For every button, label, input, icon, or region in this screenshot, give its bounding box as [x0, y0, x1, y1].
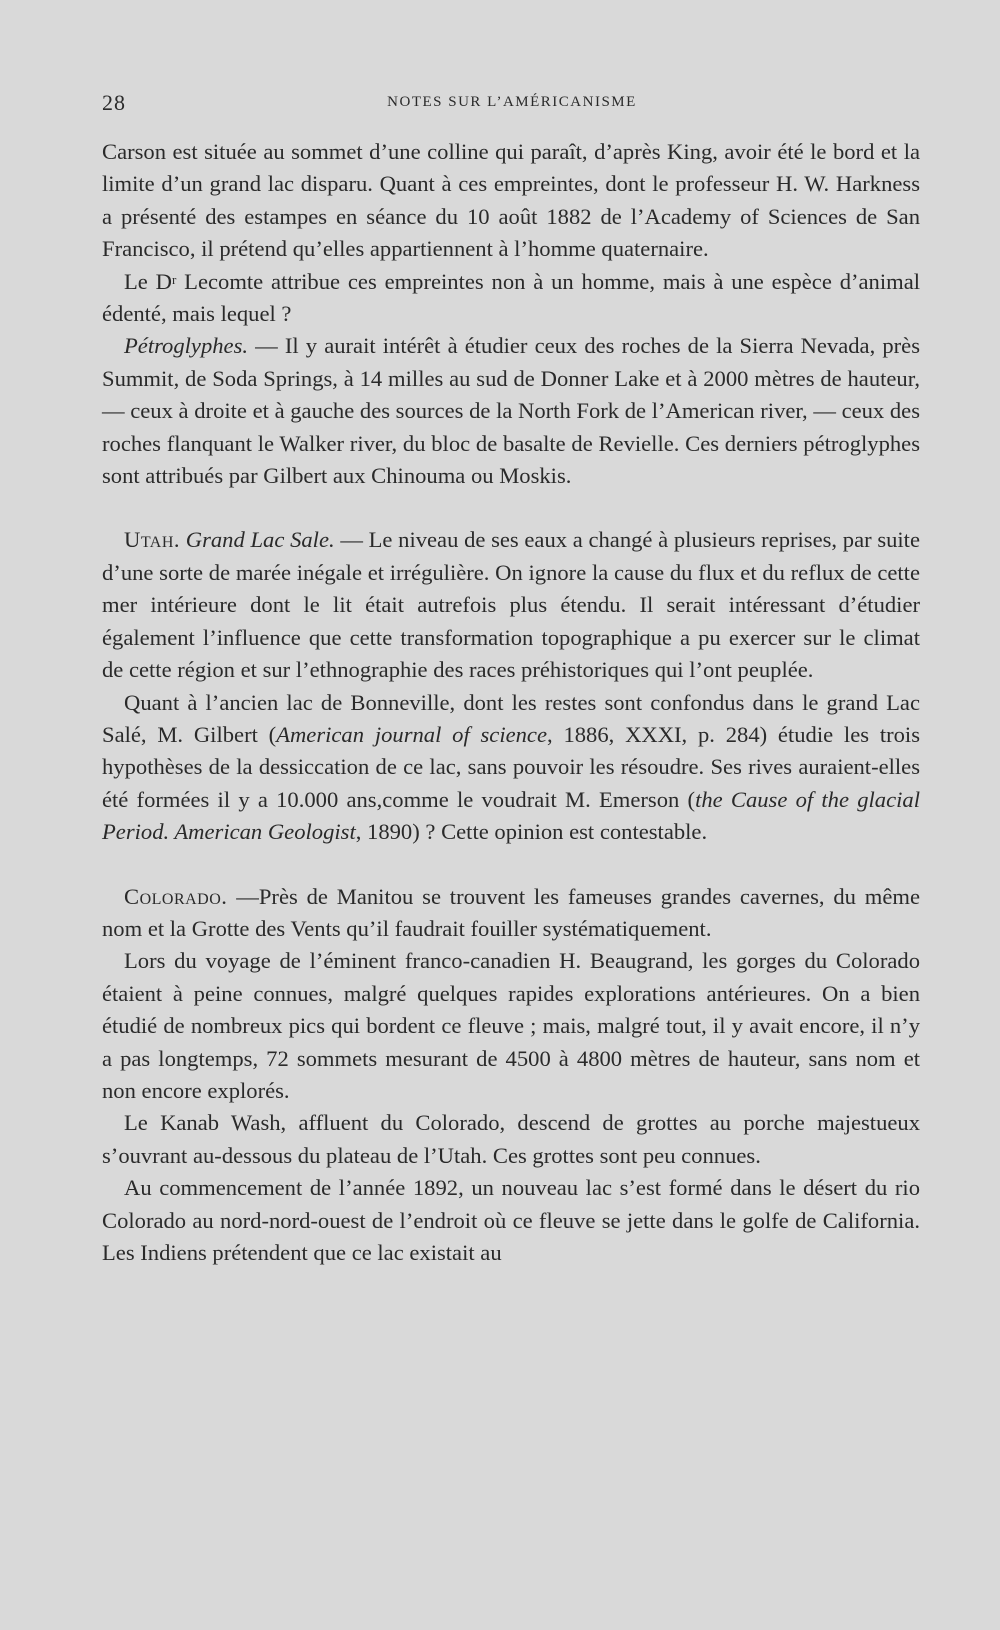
petroglyphes-heading: Pétroglyphes.: [124, 333, 249, 359]
colorado-text: —Près de Manitou se trouvent les fameuses grandes cavernes, du même nom et la Grotte des Vents qu’il faudrait fouiller systématiquement.: [102, 883, 920, 941]
utah-text: — Le niveau de ses eaux a changé à plusieurs reprises, par suite d’une sorte de marée inégale et irrégulière. On ignore la cause du flux et du reflux de cette mer intérieure dont le lit était autrefois plus étendu. Il serait intéressant d’étudier également l’influence que cette transformation topographique a pu exercer sur le climat de cette région et sur l’ethnographie des races préhistoriques qui l’ont peuplée.: [102, 527, 920, 683]
section-gap: [102, 492, 920, 524]
grand-lac-sale-heading: Grand Lac Sale.: [185, 527, 335, 553]
paragraph-colorado: [102, 881, 920, 946]
paragraph-carson: Carson est située au sommet d’une colline qui paraît, d’après King, avoir été le bord et la limite d’un grand lac disparu. Quant à ces empreintes, dont le professeur H. W. Harkness a présenté des estampes en séance du 10 août 1882 de l’Academy of Sciences de San Francisco, il prétend qu’elles appartiennent à l’homme quaternaire.: [102, 139, 920, 262]
section-gap: [102, 849, 920, 881]
lecomte-text: Lecomte attribue ces empreintes non à un homme, mais à une espèce d’animal édenté, mais lequel ?: [102, 268, 920, 327]
emerson-title: the Cause of the glacial Period. American Geologist: [102, 786, 920, 845]
page-number: 28: [102, 90, 126, 115]
doctor-superscript: r: [171, 271, 177, 287]
paragraph-utah: [102, 524, 920, 686]
body-text: [102, 136, 920, 1269]
paragraph-beaugrand: Lors du voyage de l’éminent franco-canadien H. Beaugrand, les gorges du Colorado étaient à peine connues, malgré quelques rapides explorations antérieures. On a bien étudié de nombreux pics qui bordent ce fleuve ; mais, malgré tout, il y avait encore, il n’y a pas longtemps, 72 sommets mesurant de 4500 à 4800 mètres de hauteur, sans nom et non encore explorés.: [102, 948, 920, 1103]
running-title: NOTES SUR L’AMÉRICANISME: [387, 94, 637, 110]
paragraph-lecomte: [102, 266, 920, 331]
lecomte-prefix: Le D: [124, 268, 172, 294]
colorado-heading: Colorado.: [124, 883, 228, 909]
paragraph-bonneville: [102, 687, 920, 849]
paragraph-petroglyphes: [102, 330, 920, 492]
paragraph-nouveau-lac: Au commencement de l’année 1892, un nouveau lac s’est formé dans le désert du rio Colorado au nord-nord-ouest de l’endroit où ce fleuve se jette dans le golfe de California. Les Indiens prétendent que ce lac existait au: [102, 1175, 920, 1265]
paragraph-kanab: Le Kanab Wash, affluent du Colorado, descend de grottes au porche majestueux s’ouvrant au-dessous du plateau de l’Utah. Ces grottes sont peu connues.: [102, 1110, 920, 1168]
utah-heading: Utah.: [124, 527, 181, 553]
page-header: [102, 90, 922, 120]
bonneville-text-c: , 1890) ? Cette opinion est contestable.: [355, 819, 708, 845]
bonneville-text-b: , 1886, XXXI, p. 284) étudie les trois hypothèses de la dessiccation de ce lac, sans pouvoir les résoudre. Ses rives auraient-elles été formées il y a 10.000 ans,comme le voudrait M. Emerson (: [102, 721, 920, 812]
petroglyphes-text: — Il y aurait intérêt à étudier ceux des roches de la Sierra Nevada, près Summit, de Soda Springs, à 14 milles au sud de Donner Lake et à 2000 mètres de hauteur, — ceux à droite et à gauche des sources de la North Fork de l’American river, — ceux des roches flanquant le Walker river, du bloc de basalte de Revielle. Ces derniers pétroglyphes sont attribués par Gilbert aux Chinouma ou Moskis.: [102, 333, 920, 489]
bonneville-text-a: Quant à l’ancien lac de Bonneville, dont les restes sont confondus dans le grand Lac Salé, M. Gilbert (: [102, 689, 920, 747]
journal-title: American journal of science: [276, 721, 547, 747]
